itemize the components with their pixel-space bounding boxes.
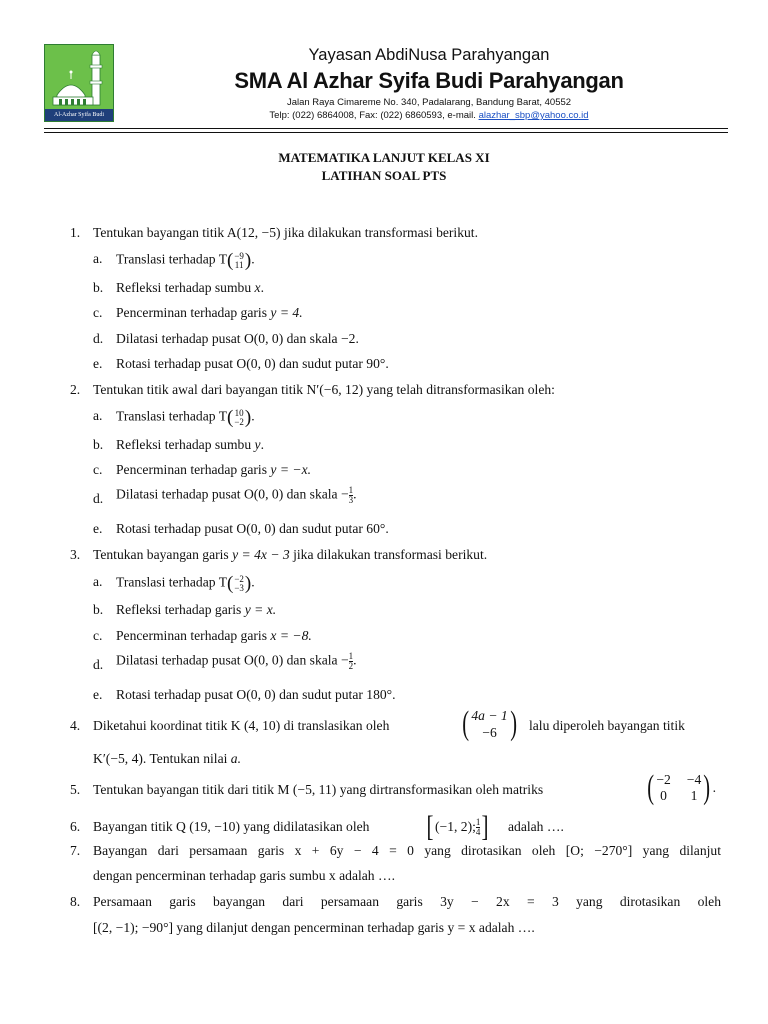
q2-option-d: Dilatasi terhadap pusat O(0, 0) dan skala − $\frac{1}{3}$ . [116,485,357,505]
question-number: 5. [70,782,81,797]
option-letter: d. [93,331,104,346]
question-number: 7. [70,843,81,858]
q3-option-e: Rotasi terhadap pusat O(0, 0) dan sudut putar 180°. [116,687,396,702]
question-number: 3. [70,547,81,562]
question-2-text: Tentukan titik awal dari bayangan titik N′(−6, 12) yang telah ditransformasikan oleh: [93,382,555,397]
question-4-text-end: lalu diperoleh bayangan titik [529,718,685,733]
q2-option-b: Refleksi terhadap sumbu y. [116,437,264,452]
q1-option-a: Translasi terhadap T ( −9 11 ) . [116,250,255,271]
option-letter: a. [93,251,103,266]
email-link[interactable]: alazhar_sbp@yahoo.co.id [478,110,589,121]
option-letter: e. [93,356,103,371]
q2-option-a: Translasi terhadap T ( 10 −2 ) . [116,407,255,428]
option-letter: c. [93,462,103,477]
q1-option-e: Rotasi terhadap pusat O(0, 0) dan sudut putar 90°. [116,356,389,371]
option-letter: b. [93,280,104,295]
option-letter: b. [93,437,104,452]
question-number: 8. [70,894,81,909]
question-4-line-2: K′(−5, 4). Tentukan nilai a. [93,751,241,766]
question-number: 1. [70,225,81,240]
q5-matrix: ( −2 −4 0 1 ) . [647,769,716,806]
q1-option-d: Dilatasi terhadap pusat O(0, 0) dan skala −2. [116,331,359,346]
letterhead-rule-bottom [44,132,728,133]
question-6-text-end: adalah …. [508,819,564,834]
option-letter: d. [93,657,104,672]
q2-option-c: Pencerminan terhadap garis y = −x. [116,462,311,477]
option-letter: a. [93,574,103,589]
school-address: Jalan Raya Cimareme No. 340, Padalarang, Bandung Barat, 40552 [286,97,572,108]
question-3-text: Tentukan bayangan garis y = 4x − 3 jika dilakukan transformasi berikut. [93,547,488,562]
question-8-line-2: [(2, −1); −90°] yang dilanjut dengan pencerminan terhadap garis y = x adalah …. [93,920,535,935]
q3-option-a: Translasi terhadap T ( −2 −3 ) . [116,573,255,594]
subject-title: MATEMATIKA LANJUT KELAS XI [278,150,490,165]
question-5-text: Tentukan bayangan titik dari titik M (−5, 11) yang dirtransformasikan oleh matriks [93,782,544,797]
question-1-text: Tentukan bayangan titik A(12, −5) jika dilakukan transformasi berikut. [93,225,478,240]
question-4-text-start: Diketahui koordinat titik K (4, 10) di translasikan oleh [93,718,390,733]
q3-option-c: Pencerminan terhadap garis x = −8. [116,628,312,643]
q3-option-b: Refleksi terhadap garis y = x. [116,602,277,617]
q6-dilation: [ (−1, 2); $\frac{1}{4}$ ] [426,810,489,843]
school-name: SMA Al Azhar Syifa Budi Parahyangan [234,68,624,93]
question-number: 6. [70,819,81,834]
q2-option-e: Rotasi terhadap pusat O(0, 0) dan sudut putar 60°. [116,521,389,536]
exam-title: LATIHAN SOAL PTS [321,168,447,183]
q3-option-d: Dilatasi terhadap pusat O(0, 0) dan skala − $\frac{1}{2}$ . [116,651,357,671]
q4-translation-vector: ( 4a − 1 −6 ) [462,705,517,742]
option-letter: c. [93,628,103,643]
school-contact [130,110,728,121]
option-letter: e. [93,521,103,536]
foundation-name: Yayasan AbdiNusa Parahyangan [308,46,550,64]
q1-option-b: Refleksi terhadap sumbu x. [116,280,264,295]
question-number: 4. [70,718,81,733]
q1-option-c: Pencerminan terhadap garis y = 4. [116,305,303,320]
contact-text: Telp: (022) 6864008, Fax: (022) 6860593, e-mail. [269,110,476,121]
mosque-icon [45,45,114,111]
letterhead-rule-top [44,128,728,129]
question-8-line-1: Persamaan garis bayangan dari persamaan garis 3y − 2x = 3 yang dirotasikan oleh [93,894,721,909]
option-letter: c. [93,305,103,320]
option-letter: e. [93,687,103,702]
question-7-line-1: Bayangan dari persamaan garis x + 6y − 4 = 0 yang dirotasikan oleh [O; −270°] yang dilanjut [93,843,721,858]
option-letter: b. [93,602,104,617]
question-6-text-start: Bayangan titik Q (19, −10) yang didilatasikan oleh [93,819,370,834]
logo-caption: Al-Azhar Syifa Budi [45,109,113,121]
question-number: 2. [70,382,81,397]
option-letter: a. [93,408,103,423]
question-7-line-2: dengan pencerminan terhadap garis sumbu x adalah …. [93,868,395,883]
option-letter: d. [93,491,104,506]
school-logo [44,44,114,122]
